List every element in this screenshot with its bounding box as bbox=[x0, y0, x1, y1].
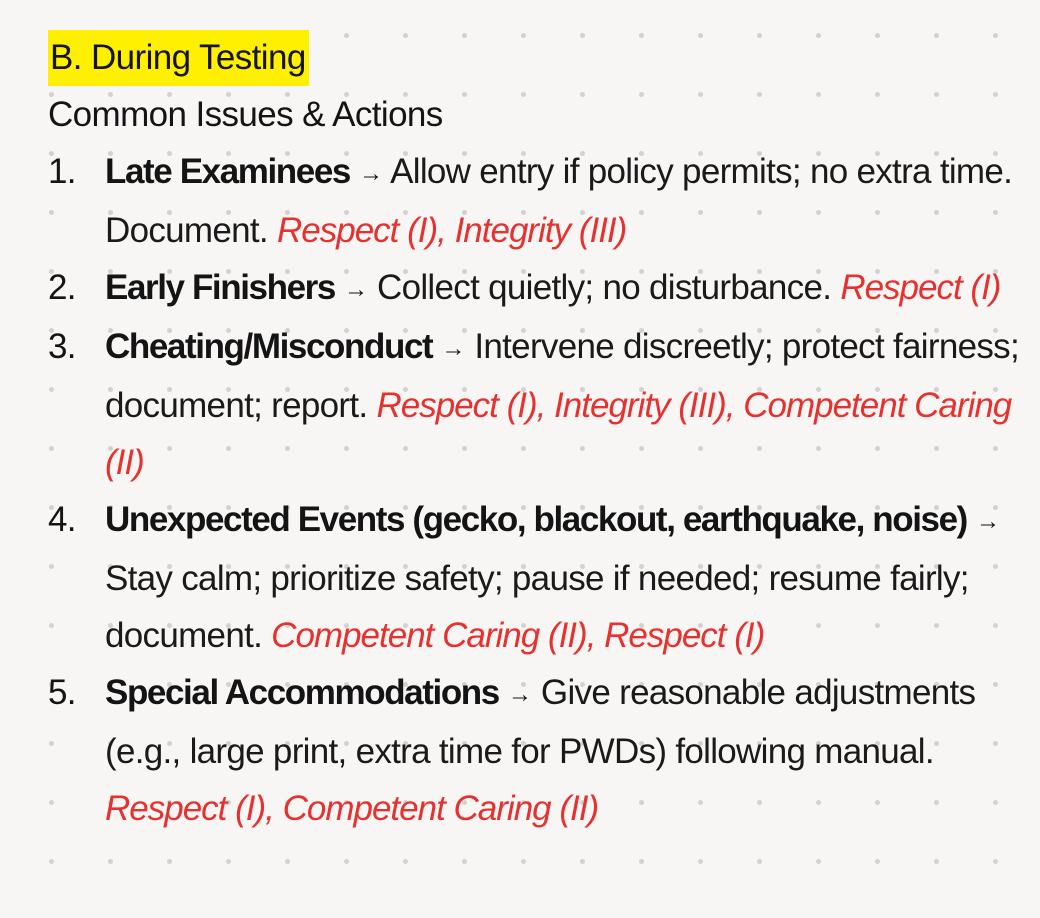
list-item bbox=[48, 318, 1023, 491]
item-action: Allow entry if policy permits; no extra time. Document. bbox=[105, 152, 1013, 250]
list-item bbox=[48, 491, 1023, 664]
item-number: 1. bbox=[48, 152, 76, 191]
item-action: Give reasonable adjustments (e.g., large print, extra time for PWDs) following manual. bbox=[105, 673, 976, 771]
item-number: 5. bbox=[48, 673, 76, 712]
item-values: Respect (I), Integrity (III), Competent Caring (II) bbox=[105, 386, 1012, 482]
item-title: Early Finishers bbox=[105, 268, 335, 307]
item-title: Cheating/Misconduct bbox=[105, 327, 433, 366]
arrow-icon: → bbox=[975, 508, 1000, 535]
item-number: 3. bbox=[48, 327, 76, 366]
item-title: Special Accommodations bbox=[105, 673, 499, 712]
document-page bbox=[48, 30, 1023, 837]
section-heading: B. During Testing bbox=[48, 30, 309, 86]
item-number: 2. bbox=[48, 268, 76, 307]
arrow-icon: → bbox=[359, 160, 384, 187]
item-action: Collect quietly; no disturbance. bbox=[377, 268, 832, 307]
item-values: Respect (I), Integrity (III) bbox=[276, 211, 627, 250]
arrow-icon: → bbox=[343, 276, 368, 303]
arrow-icon: → bbox=[507, 681, 532, 708]
item-values: Respect (I), Competent Caring (II) bbox=[105, 789, 599, 828]
section-subheading: Common Issues & Actions bbox=[48, 95, 443, 134]
item-title: Unexpected Events (gecko, blackout, earthquake, noise) bbox=[105, 500, 967, 539]
list-item bbox=[48, 259, 1023, 318]
list-item bbox=[48, 143, 1023, 259]
item-values: Respect (I) bbox=[840, 268, 1001, 307]
item-values: Competent Caring (II), Respect (I) bbox=[271, 616, 765, 655]
arrow-icon: → bbox=[441, 335, 466, 362]
issues-list bbox=[48, 143, 1023, 837]
item-number: 4. bbox=[48, 500, 76, 539]
item-title: Late Examinees bbox=[105, 152, 350, 191]
item-action: Stay calm; prioritize safety; pause if needed; resume fairly; document. bbox=[105, 559, 969, 655]
item-action: Intervene discreetly; protect fairness; document; report. bbox=[105, 327, 1019, 425]
list-item bbox=[48, 664, 1023, 837]
